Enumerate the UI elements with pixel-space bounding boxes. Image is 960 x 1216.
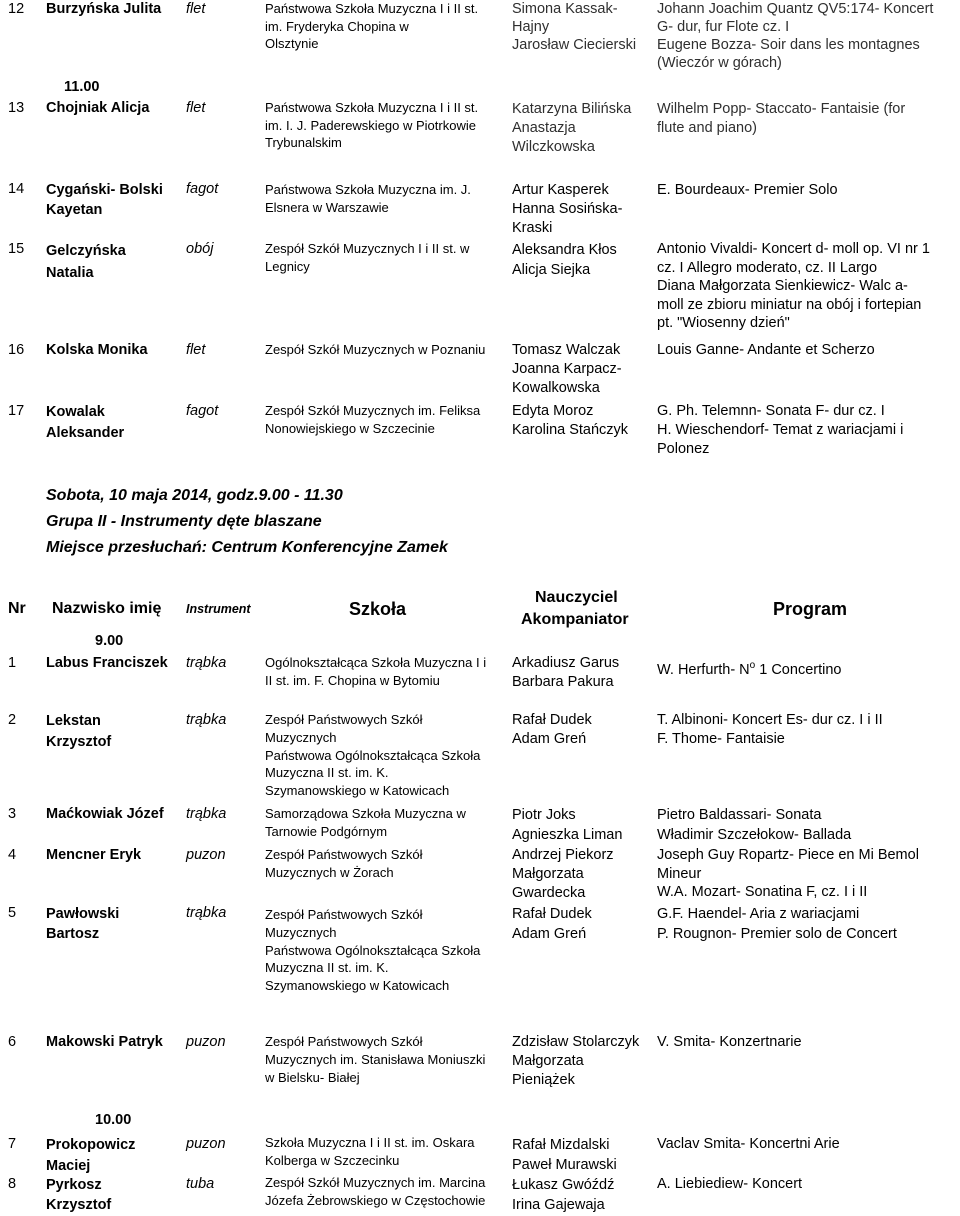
school: Zespół Szkół Muzycznych I i II st. w Legnicy [265, 241, 470, 274]
participant-name: Prokopowicz Maciej [46, 1137, 136, 1174]
instrument: flet [186, 100, 206, 116]
row-number: 2 [8, 712, 17, 728]
program: G. Ph. Telemnn- Sonata F- dur cz. I H. Wieschendorf- Temat z wariacjami i Polonez [657, 403, 904, 457]
superscript-o: o [749, 660, 756, 671]
program: Vaclav Smita- Koncertni Arie [657, 1136, 840, 1152]
row-number: 16 [8, 342, 25, 358]
school: Zespół Państwowych Szkół Muzycznych Państwowa Ogólnokształcąca Szkoła Muzyczna II st. im. K. Szymanowskiego w Katowicach [265, 907, 481, 994]
header-accompanist: Akompaniator [521, 611, 629, 628]
instrument: tuba [186, 1176, 215, 1192]
accompanist: Rafał Dudek Adam Greń [512, 906, 592, 942]
participant-name: Chojniak Alicja [46, 100, 150, 116]
program: Antonio Vivaldi- Koncert d- moll op. VI nr 1 cz. I Allegro moderato, cz. II Largo Diana Małgorzata Sienkiewicz- Walc a- moll ze zbioru miniatur na obój i fortepian pt. "Wiosenny dzień" [657, 241, 930, 331]
instrument: puzon [186, 1034, 226, 1050]
row-number: 8 [8, 1176, 17, 1192]
row-number: 3 [8, 806, 17, 822]
instrument: puzon [186, 847, 226, 863]
school: Zespół Państwowych Szkół Muzycznych im. Stanisława Moniuszki w Bielsku- Białej [265, 1034, 486, 1085]
header-nr: Nr [8, 600, 26, 617]
instrument: flet [186, 1, 206, 17]
instrument: fagot [186, 403, 219, 419]
school: Państwowa Szkoła Muzyczna I i II st. im. Fryderyka Chopina w Olsztynie [265, 1, 479, 51]
row-number: 4 [8, 847, 17, 863]
participant-name: Kowalak Aleksander [46, 404, 125, 441]
program: T. Albinoni- Koncert Es- dur cz. I i II F. Thome- Fantaisie [657, 712, 883, 747]
time-label: 10.00 [95, 1112, 132, 1128]
program: Johann Joachim Quantz QV5:174- Koncert G- dur, fur Flote cz. I Eugene Bozza- Soir dans les montagnes (Wieczór w górach) [657, 1, 934, 71]
accompanist: Katarzyna Bilińska Anastazja Wilczkowska [512, 101, 632, 155]
accompanist: Edyta Moroz Karolina Stańczyk [512, 403, 629, 438]
school: Zespół Szkół Muzycznych im. Marcina Józefa Żebrowskiego w Częstochowie [265, 1175, 486, 1208]
row-number: 12 [8, 1, 25, 17]
participant-name: Gelczyńska Natalia [46, 243, 126, 281]
instrument: trąbka [186, 905, 227, 921]
school: Zespół Szkół Muzycznych im. Feliksa Nonowiejskiego w Szczecinie [265, 403, 481, 436]
accompanist: Piotr Joks Agnieszka Liman [512, 807, 623, 843]
instrument: trąbka [186, 712, 227, 728]
header-school: Szkoła [349, 599, 407, 619]
accompanist: Łukasz Gwóźdź Irina Gajewaja [512, 1177, 615, 1213]
row-number: 1 [8, 655, 17, 671]
accompanist: Andrzej Piekorz Małgorzata Gwardecka [512, 847, 614, 901]
program: A. Liebiediew- Koncert [657, 1176, 803, 1192]
instrument: obój [186, 241, 214, 257]
school: Państwowa Szkoła Muzyczna I i II st. im. I. J. Paderewskiego w Piotrkowie Trybunalskim [265, 100, 479, 150]
school: Zespół Państwowych Szkół Muzycznych w Żorach [265, 847, 423, 880]
row-number: 15 [8, 241, 25, 257]
instrument: fagot [186, 181, 219, 197]
row-number: 7 [8, 1136, 17, 1152]
participant-name: Kolska Monika [46, 342, 148, 358]
instrument: puzon [186, 1136, 226, 1152]
time-label: 9.00 [95, 633, 124, 649]
time-label: 11.00 [64, 79, 100, 95]
school: Zespół Państwowych Szkół Muzycznych Państwowa Ogólnokształcąca Szkoła Muzyczna II st. im. K. Szymanowskiego w Katowicach [265, 712, 481, 799]
program: V. Smita- Konzertnarie [657, 1034, 802, 1050]
participant-name: Mencner Eryk [46, 847, 142, 863]
accompanist: Aleksandra Kłos Alicja Siejka [512, 242, 617, 278]
session-venue: Miejsce przesłuchań: Centrum Konferencyjne Zamek [46, 539, 448, 556]
school: Szkoła Muzyczna I i II st. im. Oskara Kolberga w Szczecinku [265, 1135, 475, 1168]
participant-name: Pawłowski Bartosz [46, 906, 120, 942]
accompanist: Rafał Mizdalski Paweł Murawski [512, 1137, 617, 1173]
program: W. Herfurth- $N^o$ 1 Concertino [657, 660, 842, 678]
participant-name: Labus Franciszek [46, 655, 168, 671]
program: Wilhelm Popp- Staccato- Fantaisie (for flute and piano) [657, 101, 906, 136]
participant-name: Lekstan Krzysztof [46, 713, 112, 750]
accompanist: Tomasz Walczak Joanna Karpacz- Kowalkowska [512, 342, 622, 396]
program: Louis Ganne- Andante et Scherzo [657, 342, 875, 358]
school: Zespół Szkół Muzycznych w Poznaniu [265, 342, 486, 357]
header-instrument: Instrument [186, 602, 251, 616]
program: Pietro Baldassari- Sonata Władimir Szczełokow- Ballada [657, 807, 852, 843]
school: Państwowa Szkoła Muzyczna im. J. Elsnera w Warszawie [265, 182, 471, 215]
row-number: 14 [8, 181, 25, 197]
school: Samorządowa Szkoła Muzyczna w Tarnowie Podgórnym [265, 806, 466, 839]
row-number: 13 [8, 100, 25, 116]
accompanist: Rafał Dudek Adam Greń [512, 712, 592, 747]
session-group: Grupa II - Instrumenty dęte blaszane [46, 513, 322, 530]
accompanist: Artur Kasperek Hanna Sosińska- Kraski [512, 182, 623, 236]
instrument: flet [186, 342, 206, 358]
accompanist: Simona Kassak- Hajny Jarosław Ciecierski [512, 1, 637, 53]
row-number: 5 [8, 905, 17, 921]
participant-name: Burzyńska Julita [46, 1, 162, 17]
header-program: Program [773, 599, 848, 619]
row-number: 17 [8, 403, 25, 419]
instrument: trąbka [186, 655, 227, 671]
participant-name: Maćkowiak Józef [46, 806, 164, 822]
participant-name: Cygański- Bolski Kayetan [46, 182, 163, 218]
header-name: Nazwisko imię [52, 600, 162, 617]
school: Ogólnokształcąca Szkoła Muzyczna I i II st. im. F. Chopina w Bytomiu [265, 655, 487, 688]
program: E. Bourdeaux- Premier Solo [657, 182, 838, 198]
row-number: 6 [8, 1034, 17, 1050]
participant-name: Makowski Patryk [46, 1034, 163, 1050]
accompanist: Zdzisław Stolarczyk Małgorzata Pieniążek [512, 1034, 640, 1088]
accompanist: Arkadiusz Garus Barbara Pakura [512, 655, 620, 690]
header-teacher: Nauczyciel [535, 589, 618, 606]
program: G.F. Haendel- Aria z wariacjami P. Rougnon- Premier solo de Concert [657, 906, 897, 942]
session-date: Sobota, 10 maja 2014, godz.9.00 - 11.30 [46, 487, 343, 504]
participant-name: Pyrkosz Krzysztof [46, 1177, 112, 1213]
instrument: trąbka [186, 806, 227, 822]
program: Joseph Guy Ropartz- Piece en Mi Bemol Mineur W.A. Mozart- Sonatina F, cz. I i II [657, 847, 919, 900]
